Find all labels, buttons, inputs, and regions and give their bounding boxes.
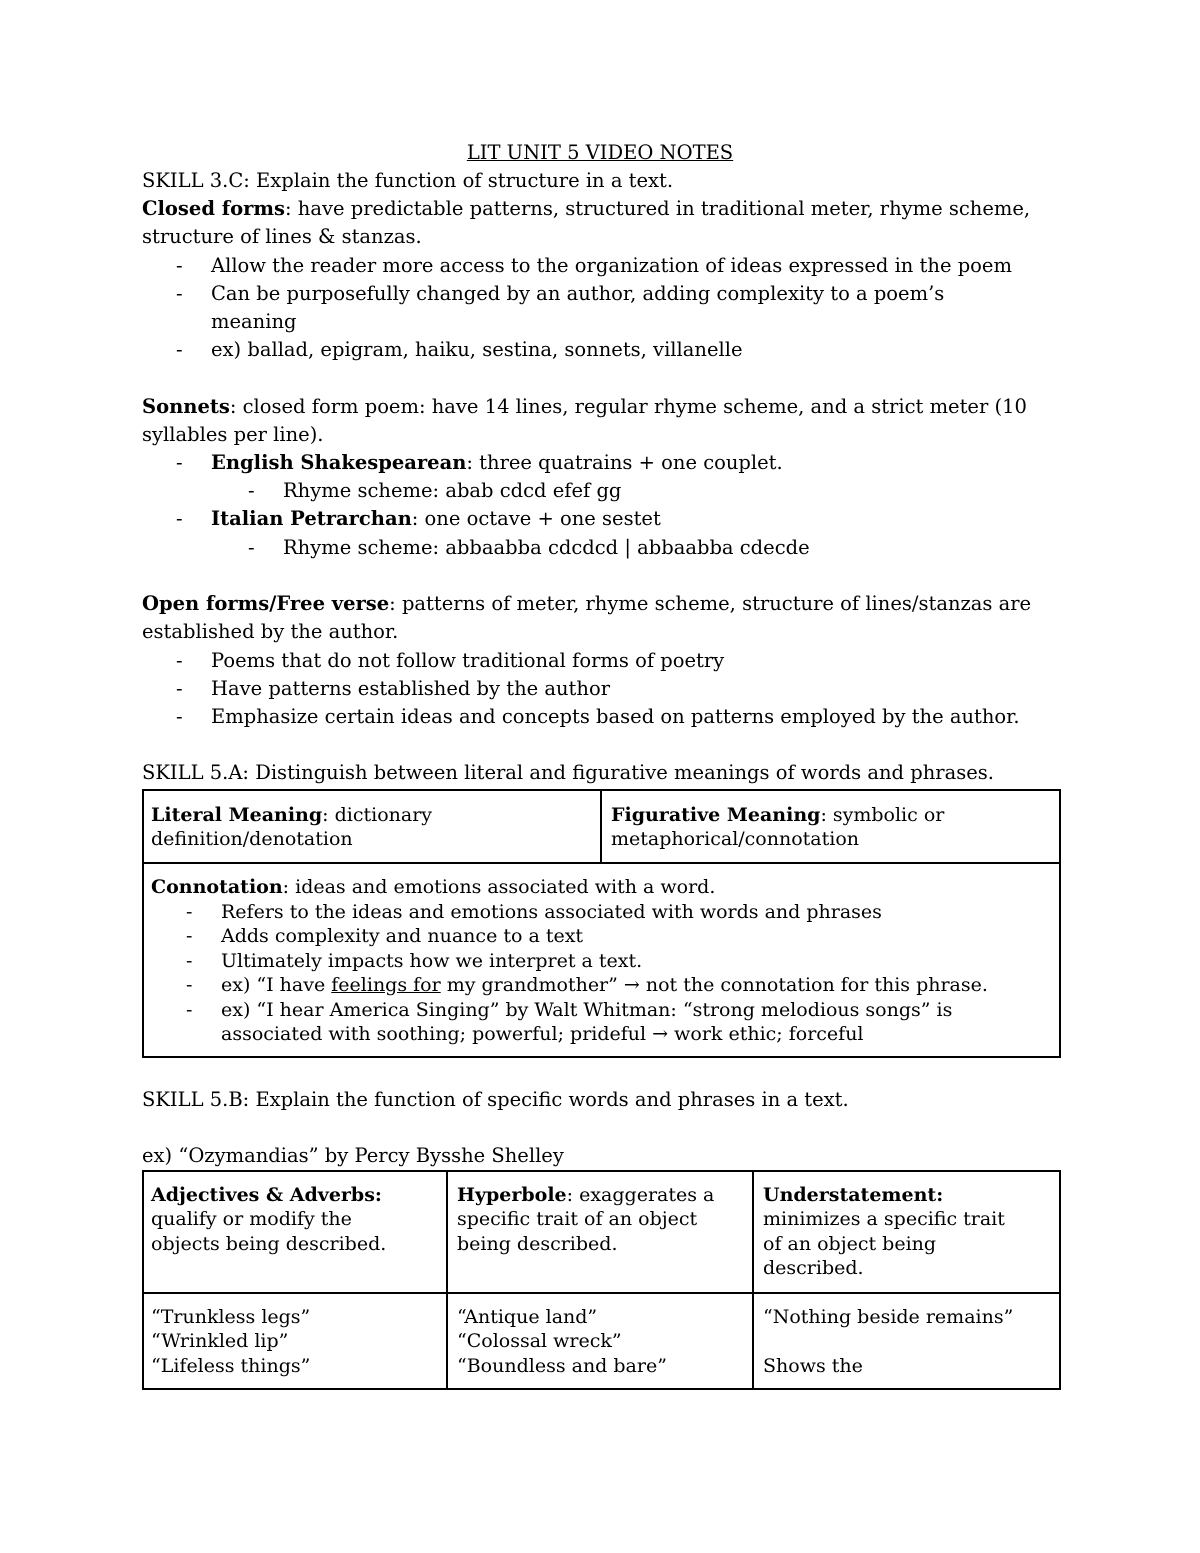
open-bullet-2: Have patterns established by the author <box>211 677 611 700</box>
closed-bullet-2: Can be purposefully changed by an author, adding complexity to a poem’s <box>211 282 945 305</box>
bullet-dash: - <box>176 677 183 700</box>
sonnets-line-2: syllables per line). <box>142 423 324 446</box>
connotation-bullet-3: Ultimately impacts how we interpret a text. <box>221 950 643 972</box>
figurative-meaning-cell <box>611 803 944 828</box>
example-antique: “Antique land” <box>457 1306 598 1328</box>
table-divider <box>142 862 1061 864</box>
closed-forms-label: Closed forms <box>142 197 286 220</box>
table-divider <box>600 789 602 864</box>
bullet-dash: - <box>176 507 183 530</box>
understatement-text-1: minimizes a specific trait <box>763 1208 1005 1230</box>
figurative-meaning-cont: metaphorical/connotation <box>611 828 860 850</box>
bullet-dash: - <box>176 254 183 277</box>
literal-label: Literal Meaning <box>151 804 323 826</box>
hyperbole-label: Hyperbole <box>457 1184 567 1206</box>
connotation-bullet-2: Adds complexity and nuance to a text <box>221 925 584 947</box>
adjectives-label <box>151 1183 382 1208</box>
open-forms-label: Open forms/Free verse <box>142 592 390 615</box>
closed-forms-text: : have predictable patterns, structured in traditional meter, rhyme scheme, <box>285 197 1031 220</box>
english-sonnet-line <box>211 449 783 477</box>
table-divider <box>446 1170 448 1390</box>
understatement-text-2: of an object being <box>763 1233 937 1255</box>
sonnets-text: : closed form poem: have 14 lines, regular rhyme scheme, and a strict meter (10 <box>229 395 1027 418</box>
adjectives-label-text: Adjectives & Adverbs: <box>151 1184 382 1206</box>
example-colossal: “Colossal wreck” <box>457 1330 622 1352</box>
bullet-dash: - <box>248 479 255 502</box>
open-bullet-1: Poems that do not follow traditional forms of poetry <box>211 649 725 672</box>
closed-bullet-2-cont: meaning <box>211 310 297 333</box>
example-line: ex) “Ozymandias” by Percy Bysshe Shelley <box>142 1144 564 1167</box>
b4-post: my grandmother” → not the connotation for this phrase. <box>440 974 988 996</box>
example-wrinkled: “Wrinkled lip” <box>151 1330 289 1352</box>
example-nothing: “Nothing beside remains” <box>763 1306 1014 1328</box>
connotation-bullet-1: Refers to the ideas and emotions associated with words and phrases <box>221 901 882 923</box>
italian-rhyme: Rhyme scheme: abbaabba cdcdcd | abbaabba cdecde <box>283 536 810 559</box>
skill-3c-line <box>142 167 673 195</box>
skill-5b-label: SKILL 5.B <box>142 1088 243 1111</box>
understatement-label-text: Understatement: <box>763 1184 944 1206</box>
literal-meaning-cell <box>151 803 432 828</box>
english-rhyme: Rhyme scheme: abab cdcd efef gg <box>283 479 622 502</box>
skill-5b-line <box>142 1086 849 1114</box>
connotation-bullet-4 <box>221 973 988 998</box>
hyperbole-text-3: being described. <box>457 1233 618 1255</box>
closed-forms-line-2: structure of lines & stanzas. <box>142 225 422 248</box>
connotation-bullet-5: ex) “I hear America Singing” by Walt Whitman: “strong melodious songs” is <box>221 999 953 1021</box>
italian-text: : one octave + one sestet <box>411 507 661 530</box>
closed-bullet-3: ex) ballad, epigram, haiku, sestina, sonnets, villanelle <box>211 338 743 361</box>
bullet-dash: - <box>176 649 183 672</box>
b4-underline: feelings for <box>331 974 441 996</box>
example-boundless: “Boundless and bare” <box>457 1355 667 1377</box>
connotation-text: : ideas and emotions associated with a word. <box>282 876 716 898</box>
italian-sonnet-line <box>211 505 661 533</box>
hyperbole-heading <box>457 1183 714 1208</box>
bullet-dash: - <box>176 282 183 305</box>
adjectives-text-1: qualify or modify the <box>151 1208 352 1230</box>
bullet-dash: - <box>176 338 183 361</box>
open-forms-text: : patterns of meter, rhyme scheme, structure of lines/stanzas are <box>389 592 1032 615</box>
bullet-dash: - <box>186 950 193 972</box>
open-forms-line-2: established by the author. <box>142 620 399 643</box>
sonnets-label: Sonnets <box>142 395 230 418</box>
open-bullet-3: Emphasize certain ideas and concepts based on patterns employed by the author. <box>211 705 1020 728</box>
english-label: English Shakespearean <box>211 451 467 474</box>
example-trunkless: “Trunkless legs” <box>151 1306 311 1328</box>
hyperbole-text-2: specific trait of an object <box>457 1208 698 1230</box>
bullet-dash: - <box>186 999 193 1021</box>
literal-meaning-cont: definition/denotation <box>151 828 353 850</box>
italian-label: Italian Petrarchan <box>211 507 412 530</box>
b4-pre: ex) “I have <box>221 974 332 996</box>
skill-5b-text: : Explain the function of specific words and phrases in a text. <box>242 1088 849 1111</box>
adjectives-text-2: objects being described. <box>151 1233 387 1255</box>
sonnets-line <box>142 393 1027 421</box>
skill-5a-text: : Distinguish between literal and figurative meanings of words and phrases. <box>242 761 994 784</box>
connotation-heading <box>151 875 715 900</box>
skill-3c-text: : Explain the function of structure in a text. <box>243 169 674 192</box>
example-shows: Shows the <box>763 1355 863 1377</box>
open-forms-line <box>142 590 1031 618</box>
figurative-label: Figurative Meaning <box>611 804 821 826</box>
understatement-label <box>763 1183 943 1208</box>
figurative-text: : symbolic or <box>820 804 945 826</box>
literal-text: : dictionary <box>322 804 433 826</box>
bullet-dash: - <box>248 536 255 559</box>
skill-3c-label: SKILL 3.C <box>142 169 244 192</box>
connotation-label: Connotation <box>151 876 283 898</box>
table-divider <box>752 1170 754 1390</box>
understatement-text-3: described. <box>763 1257 864 1279</box>
bullet-dash: - <box>176 705 183 728</box>
skill-5a-label: SKILL 5.A <box>142 761 243 784</box>
bullet-dash: - <box>186 974 193 996</box>
closed-bullet-1: Allow the reader more access to the organization of ideas expressed in the poem <box>211 254 1012 277</box>
bullet-dash: - <box>176 451 183 474</box>
table-divider <box>142 1292 1061 1294</box>
hyperbole-text: : exaggerates a <box>566 1184 715 1206</box>
example-lifeless: “Lifeless things” <box>151 1355 311 1377</box>
closed-forms-line <box>142 195 1030 223</box>
page-title: LIT UNIT 5 VIDEO NOTES <box>466 141 734 164</box>
bullet-dash: - <box>186 901 193 923</box>
bullet-dash: - <box>186 925 193 947</box>
english-text: : three quatrains + one couplet. <box>466 451 783 474</box>
skill-5a-line <box>142 759 994 787</box>
connotation-bullet-5-cont: associated with soothing; powerful; prideful → work ethic; forceful <box>221 1023 864 1045</box>
